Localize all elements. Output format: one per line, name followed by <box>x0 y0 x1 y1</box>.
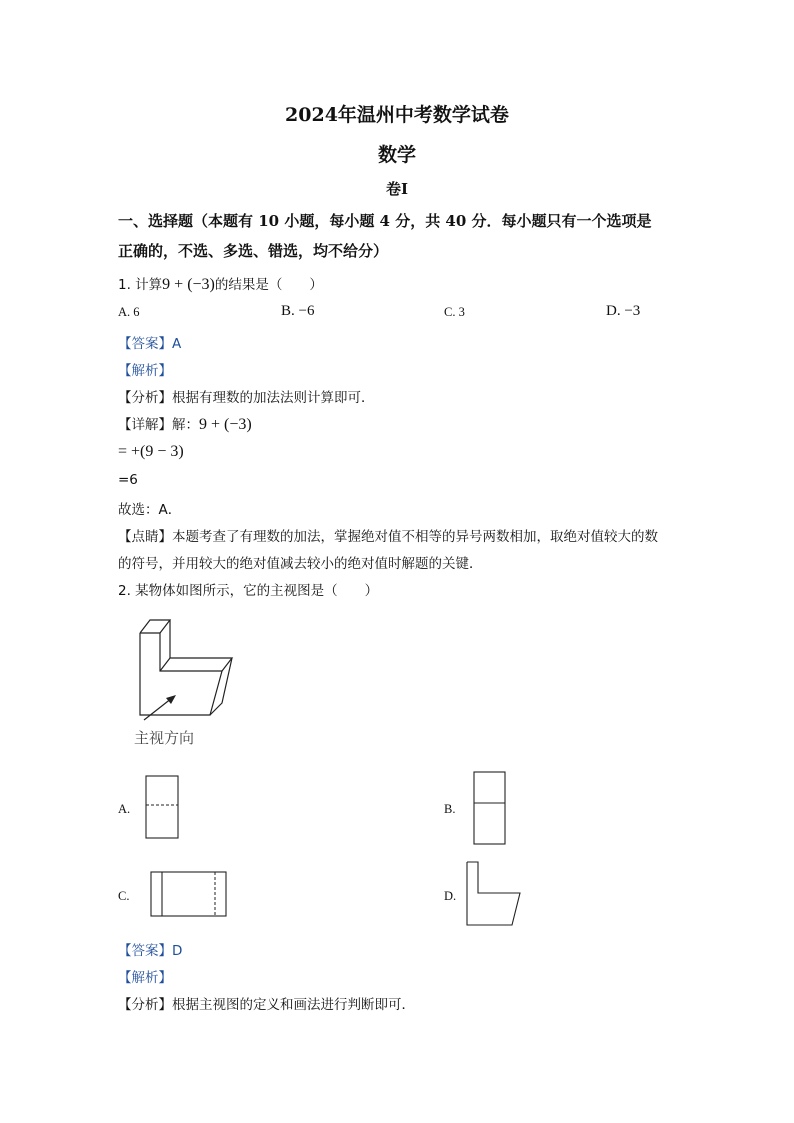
q2-analysis-heading: 【解析】 <box>118 970 172 986</box>
q1-step1: = +(9 − 3) <box>118 443 184 460</box>
q2-stem: 2. 某物体如图所示，它的主视图是（ ） <box>118 583 379 599</box>
q1-answer <box>118 332 181 352</box>
q1-detail-prefix: 【详解】解： <box>118 417 199 433</box>
subject-title: 数学 <box>377 144 416 166</box>
q1-option-c: C. 3 <box>444 305 465 319</box>
q2-analysis: 【分析】根据主视图的定义和画法进行判断即可． <box>118 997 415 1013</box>
q2-direction-arrow <box>142 692 182 722</box>
q1-option-a: A. 6 <box>118 305 140 319</box>
q2-option-d-label: D. <box>444 889 457 903</box>
q1-step2: =6 <box>118 472 138 488</box>
q2-answer-text: 【答案】D <box>118 943 183 959</box>
q1-stem <box>118 273 323 294</box>
q2-answer <box>118 939 182 959</box>
q2-option-b-label: B. <box>444 802 456 816</box>
section-heading-line1: 一、选择题（本题有 10 小题，每小题 4 分，共 40 分．每小题只有一个选项是 <box>118 212 652 230</box>
q1-option-d: D. −3 <box>606 303 641 319</box>
q2-option-c-label: C. <box>118 889 130 903</box>
q1-analysis: 【分析】根据有理数的加法法则计算即可． <box>118 390 375 406</box>
q2-option-b-figure <box>473 771 513 847</box>
exam-title: 2024年温州中考数学试卷 <box>285 104 509 126</box>
volume-label: 卷Ⅰ <box>385 180 409 198</box>
q1-stem-math: 9 + (−3) <box>162 276 215 293</box>
q2-option-c-figure <box>150 871 230 919</box>
q1-conclusion: 故选：A． <box>118 502 182 518</box>
section-heading-line2: 正确的，不选、多选、错选，均不给分） <box>118 242 389 260</box>
q1-option-b: B. −6 <box>281 303 315 319</box>
q1-answer-text: 【答案】A <box>118 336 182 352</box>
q1-detail <box>118 413 252 434</box>
q1-detail-math: 9 + (−3) <box>199 416 252 433</box>
q1-comment-line2: 的符号，并用较大的绝对值减去较小的绝对值时解题的关键． <box>118 556 483 572</box>
q1-stem-prefix: 1. 计算 <box>118 277 163 293</box>
q2-option-a-label: A. <box>118 802 131 816</box>
q2-figure-caption: 主视方向 <box>134 729 195 747</box>
q1-analysis-heading: 【解析】 <box>118 363 172 379</box>
q1-comment-line1: 【点睛】本题考查了有理数的加法，掌握绝对值不相等的异号两数相加，取绝对值较大的数 <box>118 529 658 545</box>
q2-option-a-figure <box>145 775 185 845</box>
q2-option-d-figure <box>466 861 526 929</box>
q1-stem-suffix: 的结果是（ ） <box>214 277 323 293</box>
